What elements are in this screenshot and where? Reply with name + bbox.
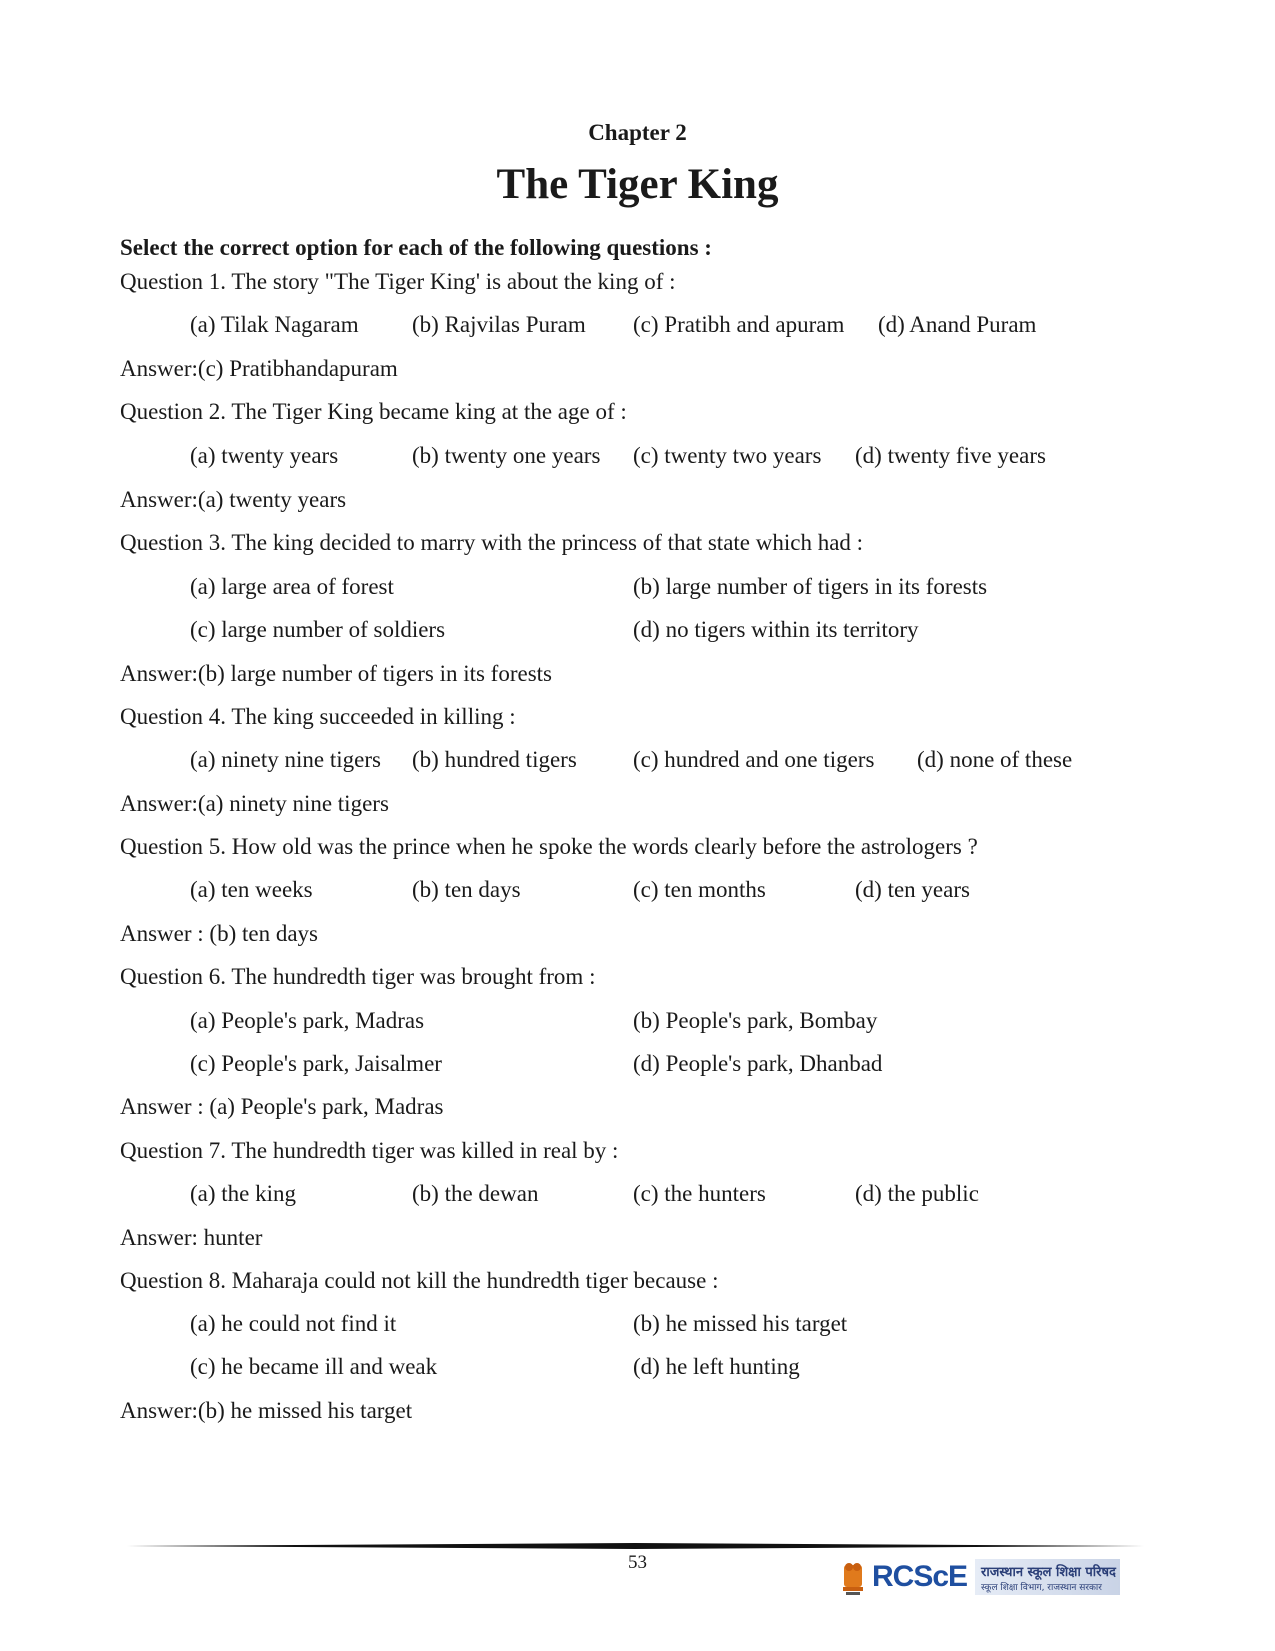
question-text: Question 7. The hundredth tiger was killed in real by : xyxy=(120,1138,619,1163)
question-text: Question 2. The Tiger King became king at the age of : xyxy=(120,399,627,424)
rcsce-logo xyxy=(840,1556,1120,1598)
option-d: (d) he left hunting xyxy=(633,1354,800,1379)
option-c: (c) hundred and one tigers xyxy=(633,747,875,772)
question-text: Question 6. The hundredth tiger was brought from : xyxy=(120,964,596,989)
logo-wordmark: RCScE xyxy=(872,1560,968,1593)
option-c: (c) ten months xyxy=(633,877,766,902)
option-a: (a) large area of forest xyxy=(190,574,394,599)
option-d: (d) the public xyxy=(855,1181,979,1206)
page-title: The Tiger King xyxy=(496,161,779,208)
answer-text: Answer: hunter xyxy=(120,1225,263,1250)
question-text: Question 3. The king decided to marry with the princess of that state which had : xyxy=(120,530,864,555)
option-b: (b) twenty one years xyxy=(412,443,601,468)
option-b: (b) large number of tigers in its forests xyxy=(633,574,988,599)
option-d: (d) ten years xyxy=(855,877,970,902)
option-a: (a) he could not find it xyxy=(190,1311,397,1336)
option-c: (c) Pratibh and apuram xyxy=(633,312,845,337)
option-d: (d) twenty five years xyxy=(855,443,1046,468)
option-b: (b) People's park, Bombay xyxy=(633,1008,878,1033)
answer-text: Answer:(b) large number of tigers in its forests xyxy=(120,661,553,686)
answer-text: Answer:(a) ninety nine tigers xyxy=(120,791,389,816)
option-a: (a) ten weeks xyxy=(190,877,313,902)
logo-tagline-line2: स्कूल शिक्षा विभाग, राजस्थान सरकार xyxy=(981,1582,1102,1593)
question-text: Question 1. The story "The Tiger King' is about the king of : xyxy=(120,269,676,294)
option-d: (d) People's park, Dhanbad xyxy=(633,1051,883,1076)
option-d: (d) Anand Puram xyxy=(878,312,1037,337)
chapter-label: Chapter 2 xyxy=(588,120,687,145)
option-a: (a) the king xyxy=(190,1181,297,1206)
footer-rule xyxy=(120,1543,1150,1549)
option-a: (a) twenty years xyxy=(190,443,339,468)
option-d: (d) no tigers within its territory xyxy=(633,617,919,642)
question-text: Question 8. Maharaja could not kill the hundredth tiger because : xyxy=(120,1268,719,1293)
option-b: (b) he missed his target xyxy=(633,1311,848,1336)
state-emblem-icon xyxy=(840,1557,866,1597)
logo-tagline xyxy=(975,1559,1120,1595)
option-d: (d) none of these xyxy=(917,747,1073,772)
answer-text: Answer:(c) Pratibhandapuram xyxy=(120,356,398,381)
option-a: (a) Tilak Nagaram xyxy=(190,312,359,337)
option-c: (c) he became ill and weak xyxy=(190,1354,438,1379)
option-b: (b) ten days xyxy=(412,877,521,902)
option-a: (a) People's park, Madras xyxy=(190,1008,425,1033)
option-b: (b) the dewan xyxy=(412,1181,539,1206)
question-text: Question 4. The king succeeded in killing : xyxy=(120,704,516,729)
option-b: (b) Rajvilas Puram xyxy=(412,312,586,337)
question-text: Question 5. How old was the prince when he spoke the words clearly before the astrologers ? xyxy=(120,834,978,859)
answer-text: Answer : (a) People's park, Madras xyxy=(120,1094,444,1119)
answer-text: Answer:(a) twenty years xyxy=(120,487,347,512)
option-c: (c) the hunters xyxy=(633,1181,766,1206)
option-c: (c) twenty two years xyxy=(633,443,822,468)
instructions-heading: Select the correct option for each of the following questions : xyxy=(120,235,712,260)
answer-text: Answer : (b) ten days xyxy=(120,921,319,946)
logo-tagline-line1: राजस्थान स्कूल शिक्षा परिषद xyxy=(981,1564,1116,1580)
page-number: 53 xyxy=(628,1552,647,1573)
answer-text: Answer:(b) he missed his target xyxy=(120,1398,413,1423)
option-b: (b) hundred tigers xyxy=(412,747,577,772)
option-c: (c) large number of soldiers xyxy=(190,617,446,642)
option-c: (c) People's park, Jaisalmer xyxy=(190,1051,442,1076)
option-a: (a) ninety nine tigers xyxy=(190,747,381,772)
